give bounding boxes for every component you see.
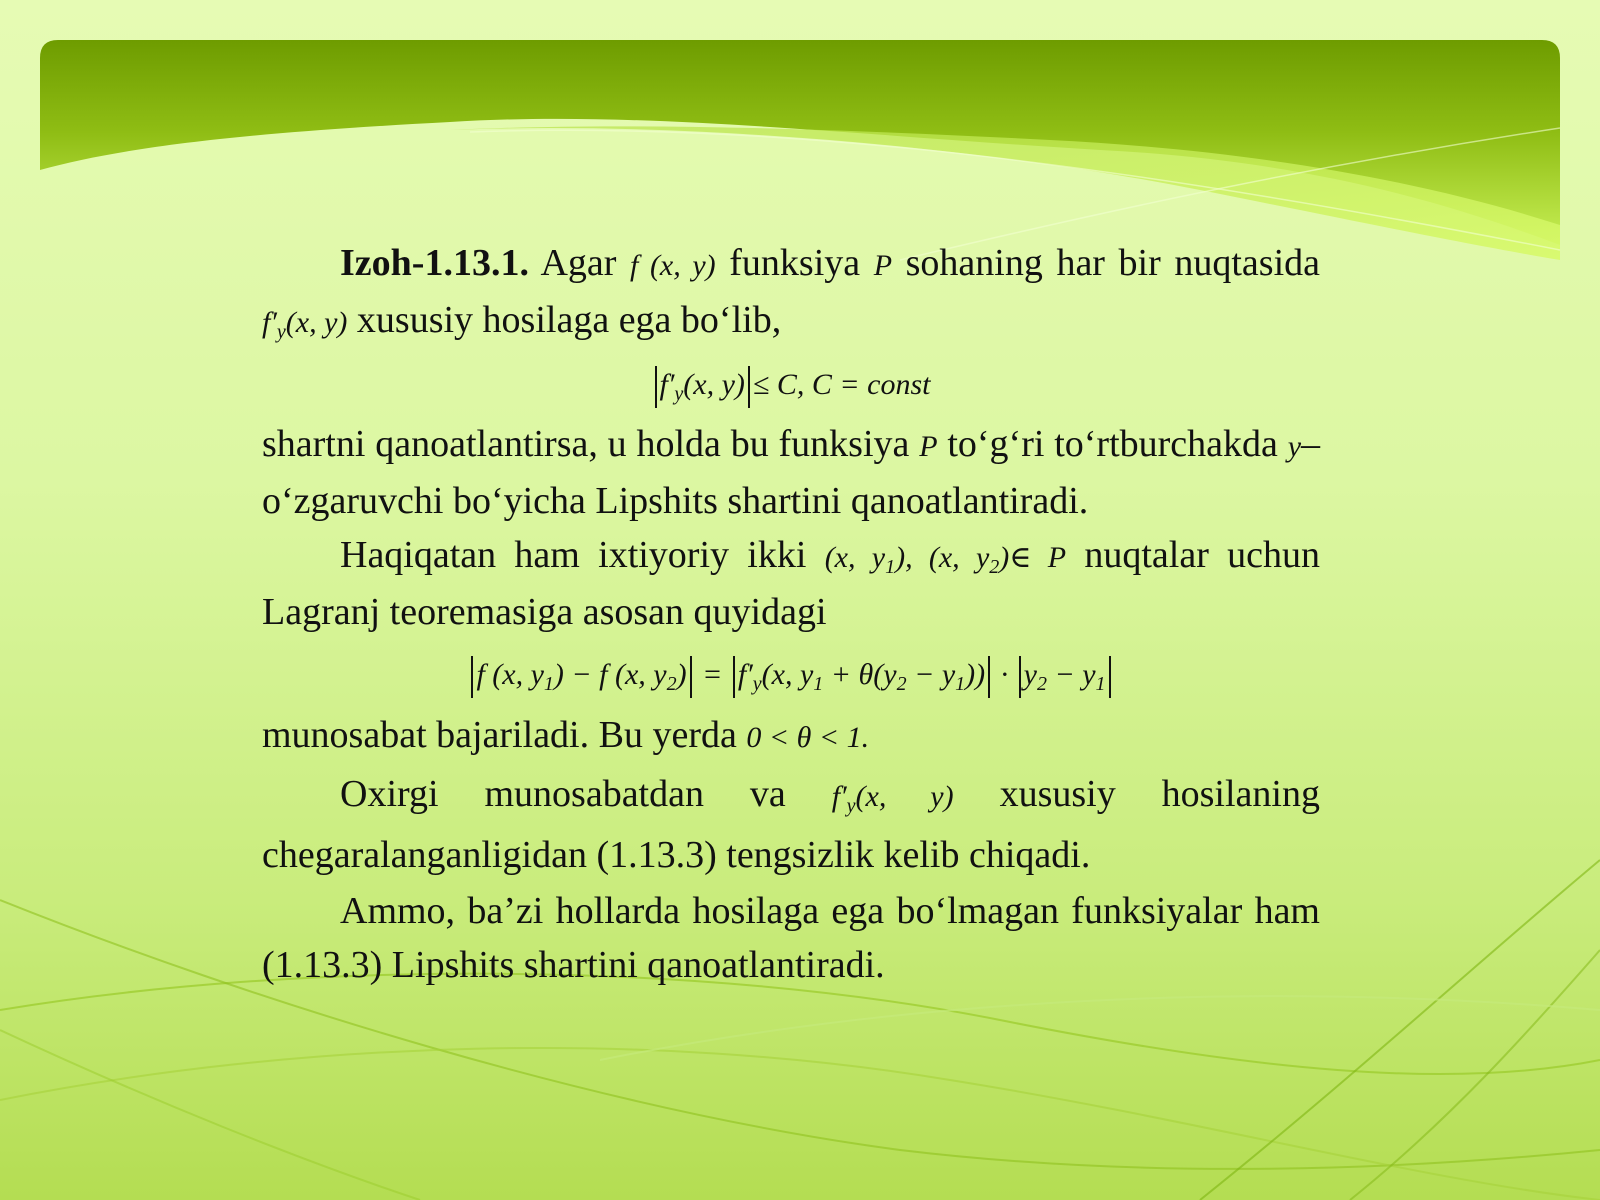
math-p: P — [919, 430, 938, 463]
text: Oxirgi munosabatdan va — [340, 773, 786, 815]
text: shartni qanoatlantirsa, u holda bu funksiya — [262, 423, 910, 465]
text: munosabat bajariladi. Bu yerda — [262, 714, 737, 756]
math-partial-derivative: $f'_y(x$, y) — [262, 306, 348, 343]
text: Agar — [540, 242, 617, 284]
lipschitz-paragraph — [262, 417, 1320, 528]
equation-bound: $f'_y(x$, y) ≤ C, C = const — [262, 350, 1320, 417]
proof-paragraph — [262, 528, 1320, 639]
conclusion-paragraph — [262, 765, 1320, 884]
math-theta-range: 0 < θ < 1. — [746, 721, 870, 754]
text: xususiy hosilaning chegaralanganligidan (1.13.3) tengsizlik kelib chiqadi. — [262, 773, 1320, 876]
text: –o‘zgaruvchi bo‘yicha Lipshits shartini qanoatlantiradi. — [262, 423, 1321, 522]
equation-lagrange: f (x, $y_1) - f$ (x, $y_2) = f'_y(x$, $y_1 + \theta(y_2 - y_1)) \cdot y_2 - y_1$ — [262, 639, 1320, 708]
theta-paragraph — [262, 708, 1320, 765]
text: xususiy hosilaga ega bo‘lib, — [356, 299, 782, 341]
remark-label: Izoh-1.13.1. — [340, 242, 529, 284]
text: nuqtalar uchun Lagranj teoremasiga asosan quyidagi — [262, 534, 1321, 633]
text: sohaning har bir nuqtasida — [905, 242, 1320, 284]
math-p: P — [873, 249, 893, 282]
math-points: (x, $y_1$), (x, $y_2)\in$ P — [824, 541, 1067, 578]
text: Haqiqatan ham ixtiyoriy ikki — [340, 534, 807, 576]
text: Ammo, ba’zi hollarda hosilaga ega bo‘lmagan funksiyalar ham (1.13.3) Lipshits shartini qanoatlantiradi. — [262, 890, 1320, 986]
math-partial-derivative: $f'_y(x$, y) — [831, 780, 954, 817]
math-y: y — [1287, 430, 1302, 463]
note-paragraph — [262, 884, 1320, 992]
remark-paragraph — [262, 236, 1320, 350]
text: funksiya — [729, 242, 861, 284]
math-f-xy: f (x, y) — [630, 249, 716, 282]
text: to‘g‘ri to‘rtburchakda — [947, 423, 1278, 465]
slide-content — [262, 236, 1320, 992]
